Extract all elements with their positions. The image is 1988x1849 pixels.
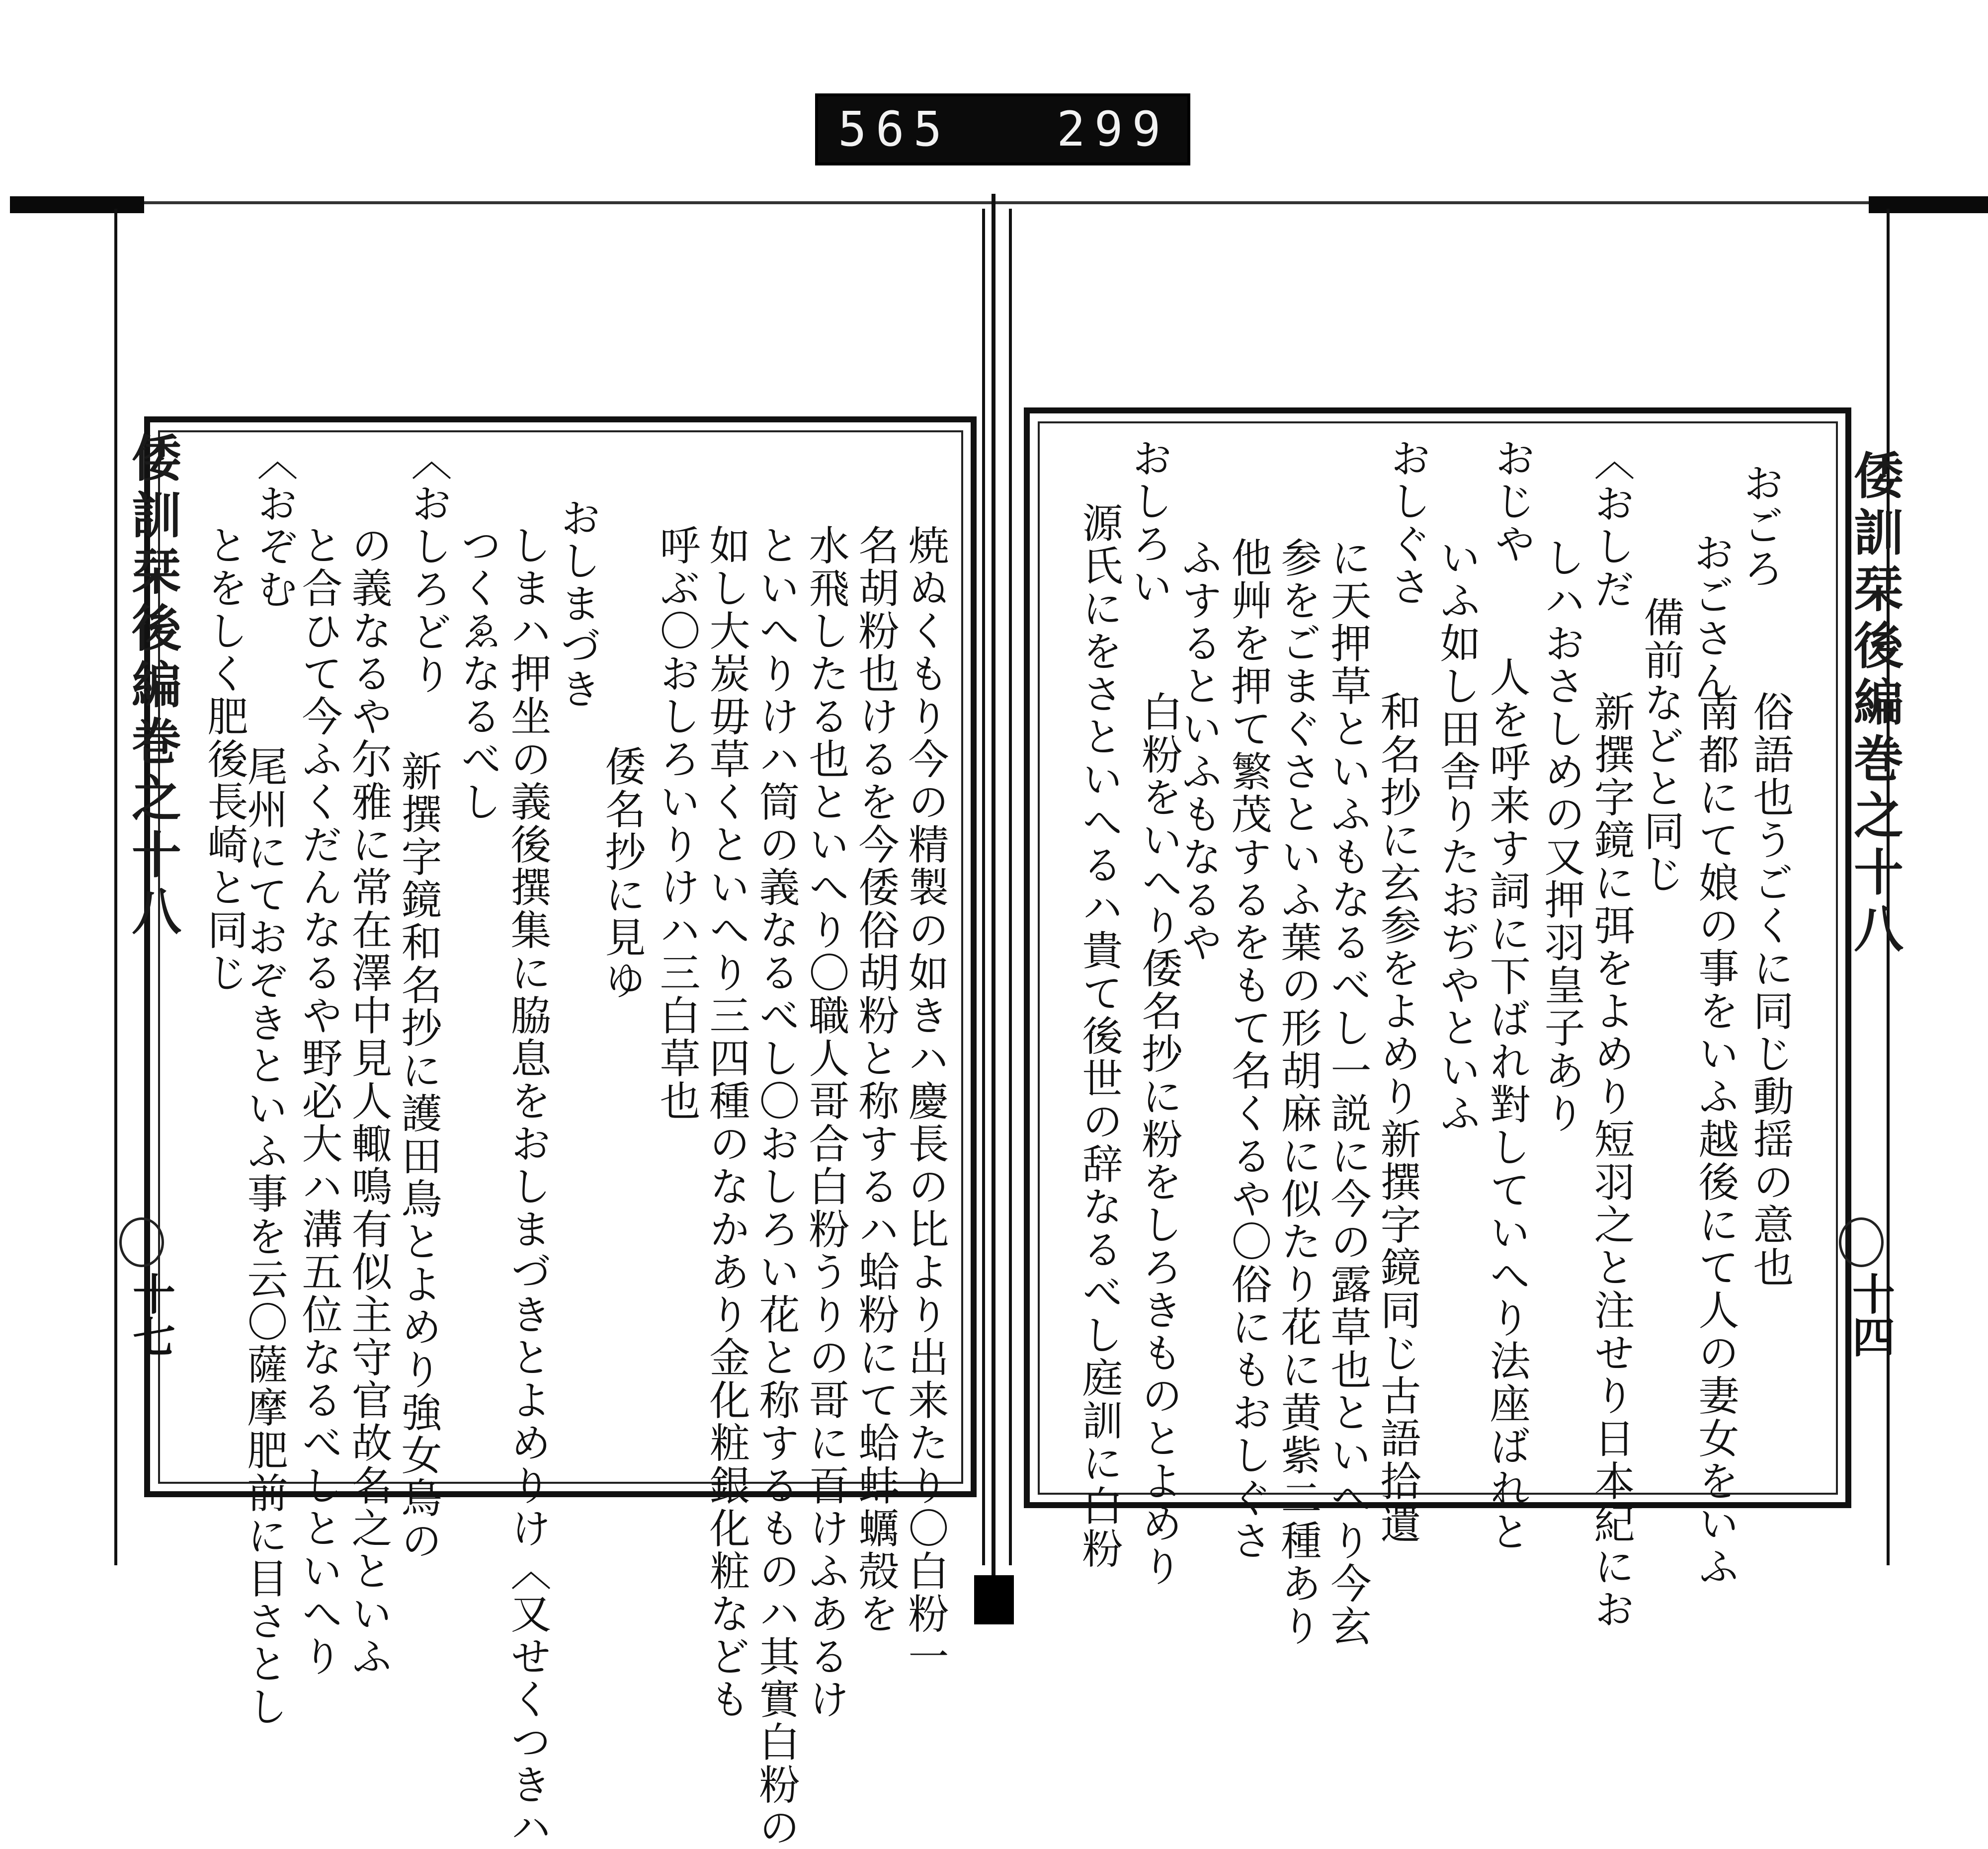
right-page-number: 十四 [1845,1272,1895,1358]
left-col-1: 焼ぬくもり今の精製の如きハ慶長の比より出来たり〇白粉一 [902,524,949,1678]
left-col-11: 〈おしろどり [405,440,452,696]
left-col-10: つくゑなるべし [454,524,501,823]
left-col-13: の義なるや尔雅に常在澤中見人輙鳴有似主守官故名之といふ [345,524,392,1678]
left-col-7: 倭名抄に見ゆ [598,745,646,1002]
right-fish-tail-mark [1839,1217,1884,1267]
right-col-7: 新撰字鏡に弭をよめり短羽之と注せり日本紀にお [1587,691,1635,1631]
right-col-16: 他艸を押て繁茂するをもて名くるや〇俗にもおしぐさ [1225,537,1272,1562]
left-margin-title: 倭訓栞後編巻之十八 [123,432,182,942]
catalogue-number-label [815,93,1190,165]
left-page-number: 十七 [125,1272,175,1358]
right-col-13: 和名抄に玄参をよめり新撰字鏡同じ古語拾遺 [1374,691,1421,1545]
right-col-20: 源氏にをさといへるハ貴て後世の辞なるべし庭訓に白粉 [1076,502,1123,1570]
left-col-8: おしまづき [554,497,601,711]
spine-foot-block [974,1575,1014,1624]
top-rule-line [144,201,1869,204]
left-col-5: 如し大炭毋草くといへり三四種のなかあり金化粧銀化粧なども [703,524,750,1721]
left-col-9: しまハ押坐の義後撰集に脇息をおしまづきとよめりけ〈又せくつきハ [504,524,551,1849]
left-col-14: と合ひて今ふくだんなるや野必大ハ溝五位なるべしといへり [295,524,342,1678]
right-col-17: ふするといふもなるや [1175,537,1222,964]
right-col-19: 白粉をいへり倭名抄に粉をしろきものとよめり [1135,691,1182,1588]
right-margin-title: 倭訓栞後編巻之十八 [1845,450,1904,960]
right-col-6: 〈おしだ [1587,440,1635,611]
left-col-12: 新撰字鏡和名抄に護田鳥とよめり強女鳥の [395,750,442,1562]
left-col-17: 尾州にておぞきといふ事を云〇薩摩肥前に目さとし [241,745,288,1728]
right-col-8: しハおさしめの又押羽皇子あり [1538,537,1585,1135]
right-col-4: 南都にて娘の事をいふ越後にて人の妻女をいふ [1692,691,1739,1588]
right-col-12: おしぐさ [1384,437,1431,608]
left-col-6: 呼ぶ〇おしろいりけハ三白草也 [653,524,700,1123]
label-right-number: 299 [1057,101,1170,157]
right-col-11: いふ如し田舎りたおぢやといふ [1433,537,1481,1135]
right-col-15: 参をごまぐさといふ葉の形胡麻に似たり花に黄紫二種あり [1274,537,1322,1648]
left-fish-tail-mark [119,1217,164,1267]
right-col-18: おしろい [1125,437,1172,608]
left-col-2: 名胡粉也けるを今倭俗胡粉と称するハ蛤粉にて蛤蚌蠣殻を [852,524,899,1635]
left-col-15: 〈おぞむ [250,440,298,611]
right-col-3: 俗語也うごくに同じ動揺の意也 [1746,691,1794,1289]
right-col-5: 備前などと同じ [1637,596,1684,895]
left-col-16: とをしく肥後長崎と同じ [201,524,248,994]
label-left-number: 565 [838,101,951,157]
book-spine [992,194,995,1605]
right-col-2: おごさん [1687,532,1734,703]
right-col-10: 人を呼来す詞に下ばれ對していへり法座ばれと [1483,656,1530,1553]
right-col-9: おじや [1488,437,1535,565]
right-col-14: に天押草といふもなるべし一説に今の露草也といへり今玄 [1324,537,1371,1648]
left-col-4: といへりけハ筒の義なるべし〇おしろい花と称するものハ其實白粉の [752,524,800,1849]
right-col-1: おごろ [1737,462,1784,590]
left-col-3: 水飛したる也といへり〇職人哥合白粉うりの哥に百けふあるけ [802,524,849,1721]
